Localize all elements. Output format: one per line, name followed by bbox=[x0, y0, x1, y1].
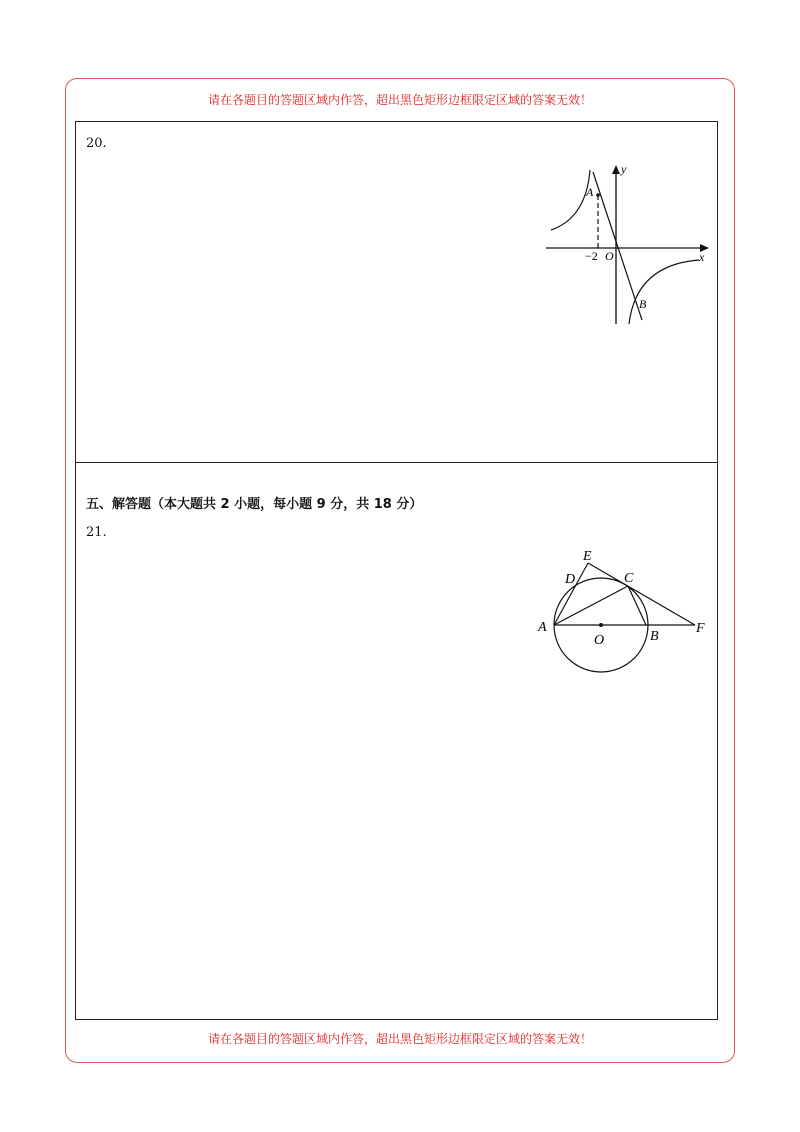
notice-top: 请在各题目的答题区域内作答，超出黑色矩形边框限定区域的答案无效！ bbox=[207, 93, 592, 107]
point-a bbox=[596, 193, 600, 197]
notice-bottom: 请在各题目的答题区域内作答，超出黑色矩形边框限定区域的答案无效！ bbox=[207, 1032, 592, 1046]
line-ab bbox=[593, 172, 642, 320]
hyperbola-right-branch bbox=[629, 260, 699, 324]
label-f: F bbox=[696, 621, 705, 636]
section-title: 五、解答题（本大题共 2 小题，每小题 9 分，共 18 分） bbox=[86, 497, 423, 512]
label-d: D bbox=[565, 572, 576, 587]
point-o bbox=[599, 623, 603, 627]
q20-figure bbox=[541, 160, 711, 330]
label-o: O bbox=[594, 633, 605, 648]
y-axis-arrow bbox=[612, 165, 620, 174]
label-a: A bbox=[538, 620, 547, 635]
label-c: C bbox=[624, 571, 634, 586]
label-origin: O bbox=[605, 249, 614, 263]
label-tick-minus-2: −2 bbox=[585, 249, 598, 263]
label-y: y bbox=[621, 162, 627, 176]
label-a: A bbox=[586, 185, 594, 199]
hyperbola-left-branch bbox=[551, 170, 590, 230]
question-number-20: 20. bbox=[86, 136, 107, 151]
label-x: x bbox=[699, 250, 705, 264]
q21-figure bbox=[531, 543, 711, 683]
answer-box-q21[interactable] bbox=[75, 462, 718, 1020]
label-b: B bbox=[650, 629, 659, 644]
question-number-21: 21. bbox=[86, 525, 107, 540]
label-b: B bbox=[639, 297, 647, 311]
answer-box-q20[interactable] bbox=[75, 121, 718, 463]
label-e: E bbox=[583, 549, 592, 564]
